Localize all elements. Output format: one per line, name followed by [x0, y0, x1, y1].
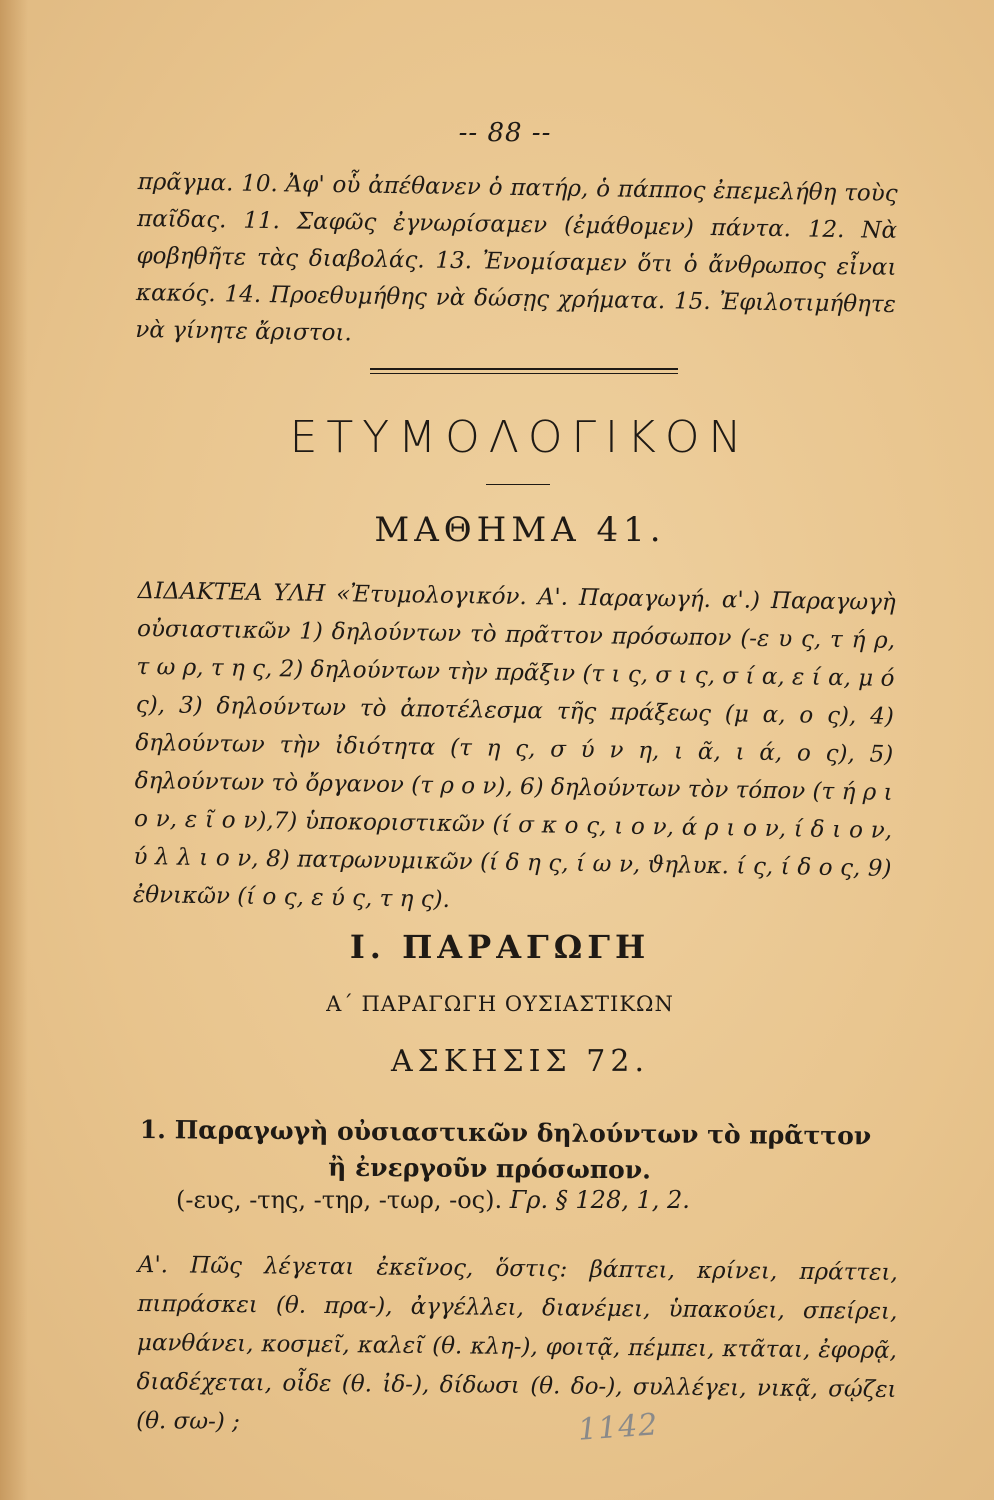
- part-title: Ι. ΠΑΡΑΓΩΓΗ: [349, 928, 651, 966]
- task-title-line-1: 1. Παραγωγὴ οὐσιαστικῶν δηλούντων τὸ πρᾶττον: [139, 1114, 872, 1151]
- grammar-reference: Γρ. § 128, 1, 2.: [509, 1186, 690, 1214]
- page-number: -- 88 --: [458, 118, 552, 148]
- heading-underline: [486, 484, 550, 485]
- section-divider: [370, 368, 678, 374]
- task-title-line-2: ἢ ἐνεργοῦν πρόσωπον.: [328, 1152, 651, 1185]
- section-heading: ΕΤΥΜΟΛΟΓΙΚΟΝ: [289, 412, 751, 463]
- handwritten-annotation: 1142: [576, 1407, 660, 1448]
- teaching-material-paragraph: ΔΙΔΑΚΤΕΑ ΥΛΗ «Ἐτυμολογικόν. Α'. Παραγωγή. α'.) Παραγωγὴ οὐσιαστικῶν 1) δηλούντων τὸ πρᾶττον πρόσωπον (-ε υ ς, τ ή ρ, τ ω ρ, τ η ς, 2) δηλούντων τὴν πρᾶξιν (τ ι ς, σ ι ς, σ ί α, ε ί α, μ ό ς), 3) δηλούντων τὸ ἀποτέλεσμα τῆς πράξεως (μ α, ο ς), 4) δηλούντων τὴν ἰδιότητα (τ η ς, σ ύ ν η, ι ᾶ, ι ά, ο ς), 5) δηλούντων τὸ ὄργανον (τ ρ ο ν), 6) δηλούντων τὸν τόπον (τ ή ρ ι ο ν, ε ῖ ο ν),7) ὑποκοριστικῶν (ί σ κ ο ς, ι ο ν, ά ρ ι ο ν, ί δ ι ο ν, ύ λ λ ι ο ν, 8) πατρωνυμικῶν (ί δ η ς, ί ω ν, ϑηλυκ. ί ς, ί δ ο ς, 9) ἐθνικῶν (ί ο ς, ε ύ ς, τ η ς).: [132, 577, 896, 913]
- lesson-title: ΜΑΘΗΜΑ 41.: [374, 510, 666, 550]
- page-spine-shadow: [0, 0, 28, 1500]
- exercise-title: ΑΣΚΗΣΙΣ 72.: [391, 1044, 649, 1079]
- suffix-list: (-ευς, -της, -τηρ, -τωρ, -ος).: [176, 1186, 503, 1214]
- task-title: [139, 1112, 900, 1191]
- suffix-line: [176, 1186, 896, 1214]
- intro-paragraph: πρᾶγμα. 10. Ἀφ' οὗ ἀπέθανεν ὁ πατήρ, ὁ πάππος ἐπεμελήθη τοὺς παῖδας. 11. Σαφῶς ἐγνωρίσαμεν (ἐμάθομεν) πάντα. 12. Νὰ φοβηθῆτε τὰς διαβολάς. 13. Ἐνομίσαμεν ὅτι ὁ ἄνθρωπος εἶναι κακός. 14. Προεθυμήθης νὰ δώσῃς χρήματα. 15. Ἐφιλοτιμήθητε νὰ γίνητε ἄριστοι.: [135, 168, 898, 347]
- subsection-title: Α΄ ΠΑΡΑΓΩΓΗ ΟΥΣΙΑΣΤΙΚΩΝ: [326, 992, 674, 1016]
- exercise-question: Α'. Πῶς λέγεται ἐκεῖνος, ὅστις: βάπτει, κρίνει, πράττει, πιπράσκει (θ. πρα-), ἀγγέλλει, διανέμει, ὑπακούει, σπείρει, μανθάνει, κοσμεῖ, καλεῖ (θ. κλη-), φοιτᾷ, πέμπει, κτᾶται, ἐφορᾷ, διαδέχεται, οἶδε (θ. ἰδ-), δίδωσι (θ. δο-), συλλέγει, νικᾷ, σῴζει (θ. σω-) ;: [136, 1251, 898, 1436]
